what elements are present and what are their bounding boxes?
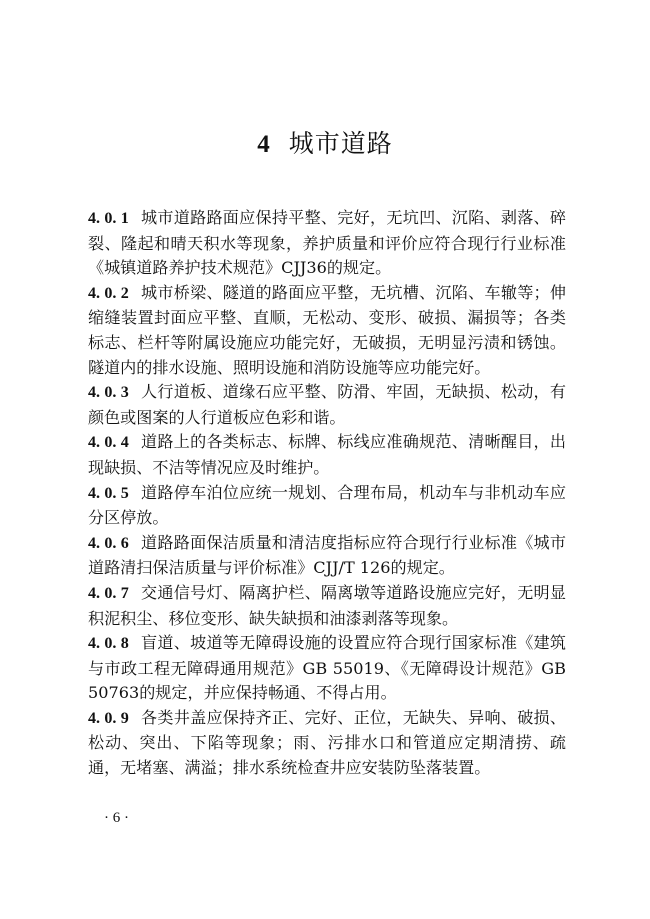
clause-number: 4. 0. 8 (88, 635, 129, 653)
clause-4-0-8 (88, 631, 566, 706)
clause-4-0-9 (88, 706, 566, 781)
clause-text: 城市桥梁、隧道的路面应平整，无坑槽、沉陷、车辙等；伸缩缝装置封面应平整、直顺，无松动、变形、破损、漏损等；各类标志、栏杆等附属设施应功能完好，无破损，无明显污渍和锈蚀。隧道内的排水设施、照明设施和消防设施等应功能完好。 (88, 282, 567, 377)
clause-number: 4. 0. 1 (88, 210, 129, 227)
clause-4-0-3 (88, 380, 566, 430)
clause-4-0-1 (88, 206, 566, 281)
clause-text: 道路路面保洁质量和清洁度指标应符合现行行业标准《城市道路清扫保洁质量与评价标准》CJJ/T 126的规定。 (88, 532, 567, 578)
chapter-title: 城市道路 (288, 129, 393, 158)
clause-text: 道路停车泊位应统一规划、合理布局，机动车与非机动车应分区停放。 (88, 482, 567, 528)
chapter-heading (0, 128, 650, 161)
clause-4-0-5 (88, 481, 566, 531)
clause-4-0-6 (88, 531, 566, 581)
clause-number: 4. 0. 7 (88, 584, 129, 602)
clause-4-0-4 (88, 430, 566, 480)
clause-number: 4. 0. 9 (88, 709, 129, 727)
clause-number: 4. 0. 4 (88, 434, 129, 452)
clause-number: 4. 0. 2 (88, 284, 129, 302)
clause-4-0-2 (88, 281, 566, 380)
clause-number: 4. 0. 3 (88, 384, 129, 402)
clause-text: 各类井盖应保持齐正、完好、正位，无缺失、异响、破损、松动、突出、下陷等现象；雨、污排水口和管道应定期清捞、疏通，无堵塞、满溢；排水系统检查井应安装防坠落装置。 (88, 707, 567, 778)
chapter-number: 4 (257, 131, 271, 158)
clause-list (88, 206, 566, 781)
clause-text: 盲道、坡道等无障碍设施的设置应符合现行国家标准《建筑与市政工程无障碍通用规范》GB 55019、《无障碍设计规范》GB 50763的规定，并应保持畅通、不得占用。 (88, 633, 567, 703)
clause-number: 4. 0. 6 (88, 534, 129, 552)
clause-number: 4. 0. 5 (88, 484, 129, 502)
clause-text: 道路上的各类标志、标牌、标线应准确规范、清晰醒目，出现缺损、不洁等情况应及时维护。 (88, 432, 567, 477)
clause-text: 交通信号灯、隔离护栏、隔离墩等道路设施应完好，无明显积泥积尘、移位变形、缺失缺损和油漆剥落等现象。 (88, 582, 567, 628)
page-number: · 6 · (104, 810, 129, 826)
clause-text: 城市道路路面应保持平整、完好，无坑凹、沉陷、剥落、碎裂、隆起和晴天积水等现象，养护质量和评价应符合现行行业标准《城镇道路养护技术规范》CJJ36的规定。 (88, 208, 567, 278)
clause-4-0-7 (88, 581, 566, 631)
clause-text: 人行道板、道缘石应平整、防滑、牢固，无缺损、松动，有颜色或图案的人行道板应色彩和谐。 (88, 382, 567, 427)
